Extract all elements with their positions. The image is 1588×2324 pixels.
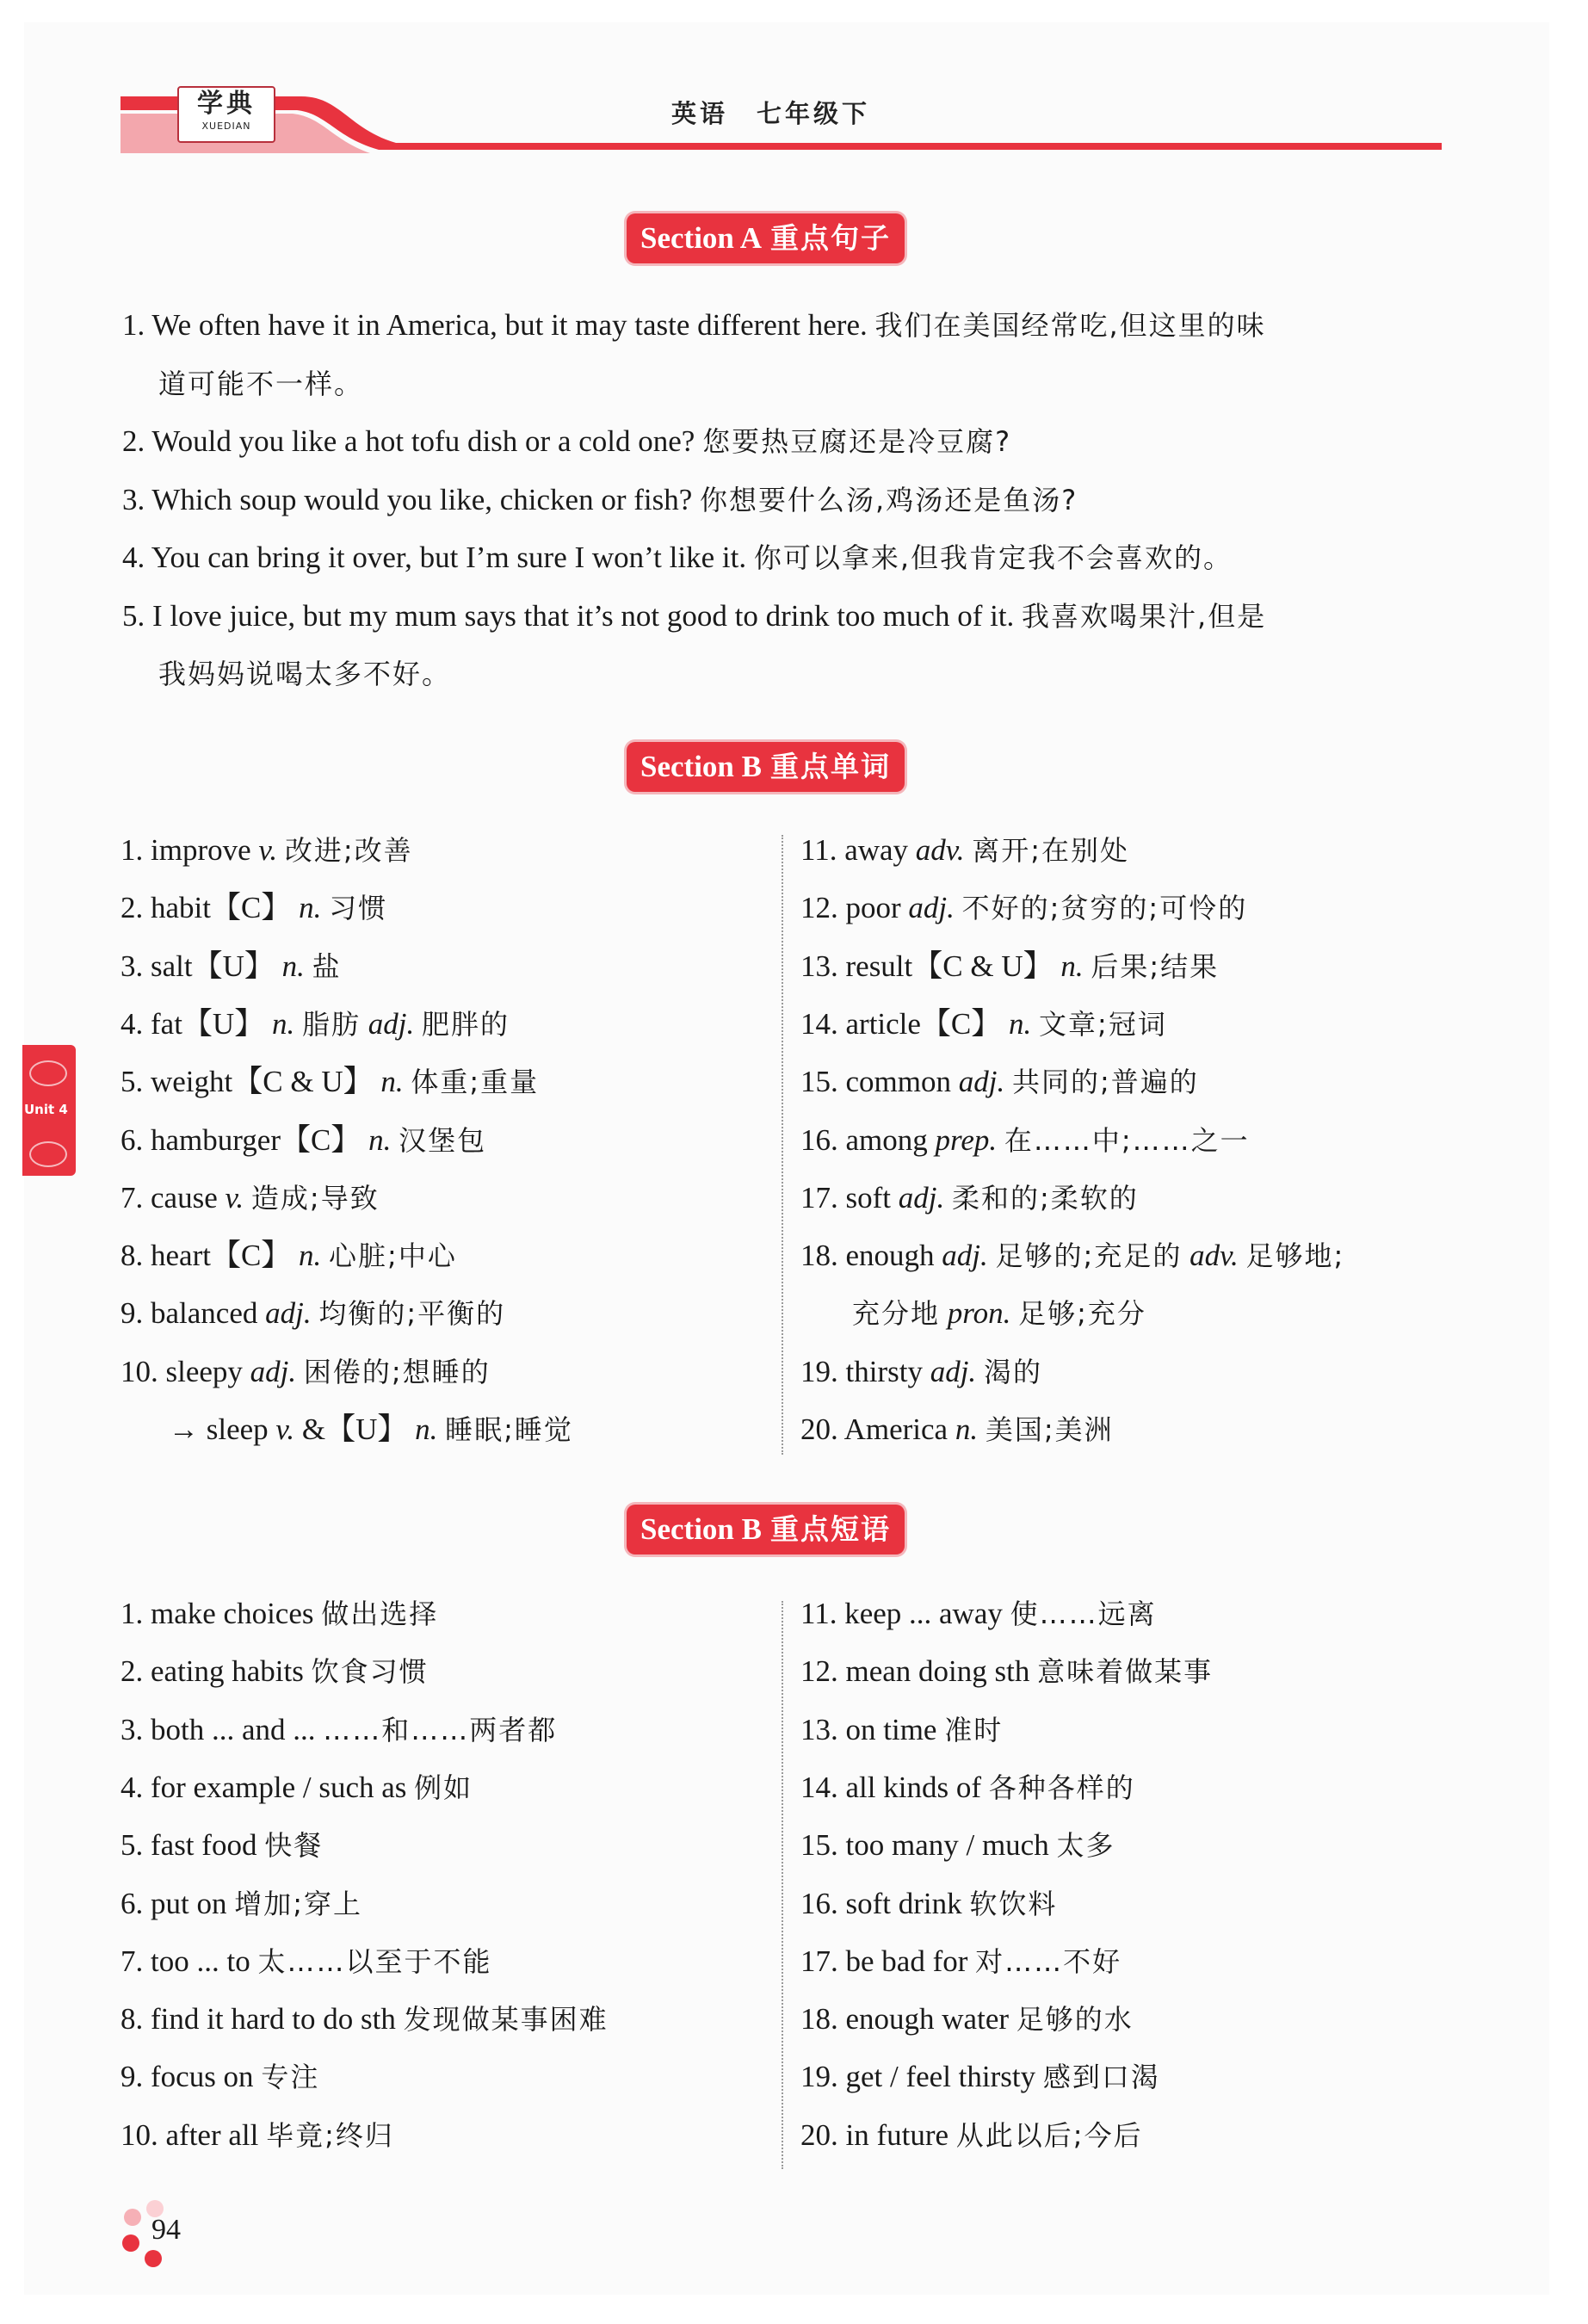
badge-cn: 重点短语	[769, 1512, 891, 1546]
entry-en: 6. put on	[120, 1886, 227, 1920]
entry-en: 8. find it hard to do sth	[120, 2002, 396, 2037]
entry-pos: adj.	[958, 1065, 1005, 1099]
phrase-entry	[120, 2117, 394, 2154]
entry-en: → sleep	[169, 1412, 269, 1446]
sentence-line	[122, 597, 1266, 635]
page-number: 94	[151, 2214, 181, 2246]
entry-cn: 足够地;	[1245, 1239, 1345, 1273]
entry-en: 20. America	[800, 1412, 948, 1446]
entry-cn: 不好的;贫穷的;可怜的	[961, 892, 1248, 925]
entry-cn: 毕竟;终归	[266, 2118, 394, 2152]
phrase-entry	[800, 1943, 1121, 1981]
entry-cn: 从此以后;今后	[955, 2118, 1143, 2152]
entry-en: 10. after all	[120, 2117, 259, 2152]
entry-pos: v.	[275, 1412, 295, 1446]
entry-cn: 快餐	[264, 1829, 324, 1863]
entry-cn: 例如	[414, 1771, 473, 1804]
entry-en: 6. hamburger【C】	[120, 1122, 361, 1157]
entry-mid: &【U】	[301, 1412, 408, 1446]
word-entry	[800, 1179, 1139, 1217]
word-entry	[852, 1295, 1146, 1332]
entry-cn: 准时	[944, 1713, 1004, 1746]
entry-cn: 足够的水	[1016, 2003, 1134, 2037]
entry-en: 12. poor	[800, 891, 901, 925]
entry-en: 15. common	[800, 1065, 951, 1099]
entry-pos: n.	[271, 1006, 295, 1041]
dot-decoration	[122, 2234, 139, 2252]
entry-cn: 后果;结果	[1091, 949, 1220, 983]
sentence-cn: 您要热豆腐还是冷豆腐?	[702, 425, 1012, 458]
phrase-entry	[800, 1826, 1115, 1864]
entry-cn: 增加;穿上	[234, 1887, 363, 1920]
badge-en: Section B	[640, 750, 762, 783]
phrase-entry	[800, 2000, 1134, 2038]
entry-pos: adv.	[915, 833, 965, 867]
entry-cn: 美国;美洲	[985, 1413, 1114, 1446]
phrase-entry	[800, 1769, 1135, 1807]
entry-en: 19. thirsty	[800, 1354, 923, 1388]
sentence-en: 2. Would you like a hot tofu dish or a cold one?	[122, 424, 695, 458]
entry-en: 7. too ... to	[120, 1944, 250, 1978]
entry-cn: 在……中;……之一	[1004, 1123, 1250, 1157]
badge-cn: 重点单词	[769, 750, 891, 783]
entry-pos: adj.	[898, 1180, 945, 1215]
column-divider	[782, 835, 783, 1455]
entry-pos: adj.	[908, 891, 955, 925]
sentence-line	[122, 481, 1078, 519]
entry-pos: adv.	[1189, 1239, 1239, 1273]
entry-cn: 造成;导致	[250, 1181, 380, 1215]
entry-en: 13. on time	[800, 1712, 937, 1746]
word-entry	[800, 1005, 1167, 1043]
word-entry	[120, 1179, 380, 1217]
entry-cn: 感到口渴	[1042, 2061, 1160, 2094]
unit-side-tab-label: Unit 4	[24, 1102, 68, 1117]
sentence-cn: 道可能不一样。	[158, 367, 364, 400]
phrase-entry	[120, 1653, 429, 1690]
entry-en: 16. soft drink	[800, 1886, 962, 1920]
badge-en: Section A	[640, 221, 762, 255]
word-entry	[120, 889, 387, 927]
phrase-entry	[800, 1885, 1057, 1923]
sentence-line	[122, 539, 1233, 577]
entry-cn: 改进;改善	[284, 834, 413, 867]
entry-pos: adj.	[368, 1006, 415, 1041]
entry-en: 5. weight【C & U】	[120, 1065, 374, 1099]
word-entry	[120, 1353, 491, 1391]
entry-en: 1. improve	[120, 833, 251, 867]
entry-en: 18. enough	[800, 1239, 935, 1273]
entry-cn: 太多	[1056, 1829, 1115, 1863]
entry-pos: n.	[368, 1122, 392, 1157]
entry-en: 14. all kinds of	[800, 1770, 981, 1804]
entry-cn: 对……不好	[975, 1944, 1122, 1978]
entry-en: 17. be bad for	[800, 1944, 968, 1978]
entry-cn: 均衡的;平衡的	[318, 1297, 506, 1331]
entry-cn: 专注	[261, 2061, 320, 2094]
sentence-en: 3. Which soup would you like, chicken or fish?	[122, 482, 693, 516]
entry-pos: n.	[955, 1412, 979, 1446]
logo-text-en: XUEDIAN	[201, 121, 251, 132]
entry-en: 17. soft	[800, 1180, 891, 1215]
entry-en: 5. fast food	[120, 1828, 257, 1863]
entry-cn: 睡眠;睡觉	[445, 1413, 573, 1446]
sentence-line	[122, 423, 1011, 460]
section-a-sentences-badge	[627, 213, 905, 263]
word-entry	[120, 1063, 539, 1101]
entry-cn: 文章;冠词	[1039, 1007, 1167, 1041]
entry-cn: 渴的	[983, 1355, 1042, 1388]
sentence-cn: 我喜欢喝果汁,但是	[1022, 599, 1267, 633]
phrase-entry	[120, 1826, 323, 1864]
column-divider	[782, 1601, 783, 2169]
phrase-entry	[800, 2117, 1143, 2154]
entry-en: 12. mean doing sth	[800, 1654, 1030, 1689]
entry-cn: 心脏;中心	[329, 1239, 457, 1273]
entry-pos: prep.	[935, 1122, 998, 1157]
entry-cn: 使……远离	[1010, 1598, 1157, 1630]
entry-en: 2. eating habits	[120, 1654, 304, 1689]
phrase-entry	[800, 2058, 1160, 2096]
dot-decoration	[124, 2209, 141, 2226]
entry-cn: 做出选择	[321, 1598, 439, 1630]
entry-en: 11. keep ... away	[800, 1597, 1003, 1630]
entry-cn: 意味着做某事	[1037, 1655, 1214, 1689]
word-entry	[169, 1411, 573, 1449]
sentence-line	[158, 655, 451, 693]
entry-en: 9. balanced	[120, 1296, 258, 1331]
entry-cn: 各种各样的	[988, 1771, 1135, 1804]
badge-cn: 重点句子	[769, 221, 891, 255]
phrase-entry	[120, 2000, 609, 2038]
swirl-decoration-icon	[29, 1141, 67, 1167]
sentence-cn: 你可以拿来,但我肯定我不会喜欢的。	[753, 541, 1233, 574]
entry-en: 15. too many / much	[800, 1828, 1049, 1863]
phrase-entry	[120, 1943, 491, 1981]
word-entry	[120, 1005, 510, 1043]
entry-cn: 柔和的;柔软的	[951, 1181, 1139, 1215]
phrase-entry	[800, 1595, 1157, 1633]
word-entry	[120, 948, 342, 986]
entry-en: 19. get / feel thirsty	[800, 2060, 1036, 2094]
entry-cn: 体重;重量	[411, 1066, 540, 1099]
entry-pos: pron.	[947, 1296, 1011, 1331]
phrase-entry	[800, 1653, 1213, 1690]
entry-en: 14. article【C】	[800, 1006, 1002, 1041]
entry-cn: 习惯	[329, 892, 388, 925]
entry-cn: 软饮料	[969, 1887, 1058, 1920]
entry-cn: 发现做某事困难	[403, 2003, 609, 2037]
sentence-line	[158, 365, 363, 403]
entry-en: 1. make choices	[120, 1597, 314, 1630]
entry-cn: 太……以至于不能	[257, 1944, 492, 1978]
entry-cn: 困倦的;想睡的	[303, 1355, 491, 1388]
entry-cn: 饮食习惯	[311, 1655, 429, 1689]
sentence-en: 1. We often have it in America, but it may taste different here.	[122, 308, 868, 342]
entry-en: 3. salt【U】	[120, 949, 275, 983]
entry-pos: n.	[415, 1412, 438, 1446]
word-entry	[120, 831, 413, 869]
entry-en: 18. enough water	[800, 2002, 1010, 2037]
entry-cn: 充分地	[852, 1297, 941, 1331]
entry-pos: v.	[258, 833, 278, 867]
entry-cn: 汉堡包	[399, 1123, 487, 1157]
entry-cn: 共同的;普遍的	[1011, 1066, 1199, 1099]
entry-en: 16. among	[800, 1122, 928, 1157]
entry-cn: 盐	[312, 949, 342, 983]
swirl-decoration-icon	[29, 1060, 67, 1086]
entry-en: 2. habit【C】	[120, 891, 292, 925]
sentence-cn: 你想要什么汤,鸡汤还是鱼汤?	[700, 483, 1078, 516]
section-b-words-badge	[627, 742, 905, 792]
logo	[177, 86, 275, 143]
word-entry	[800, 1353, 1042, 1391]
entry-en: 13. result【C & U】	[800, 949, 1054, 983]
entry-pos: n.	[299, 1239, 322, 1273]
entry-pos: v.	[225, 1180, 244, 1215]
entry-en: 4. fat【U】	[120, 1006, 265, 1041]
entry-en: 9. focus on	[120, 2060, 254, 2094]
sentence-en: 5. I love juice, but my mum says that it’s not good to drink too much of it.	[122, 598, 1015, 633]
word-entry	[800, 831, 1129, 869]
entry-en: 20. in future	[800, 2117, 949, 2152]
entry-pos: n.	[380, 1065, 404, 1099]
entry-en: 10. sleepy	[120, 1354, 243, 1388]
entry-en: 4. for example / such as	[120, 1770, 407, 1804]
entry-pos: adj.	[250, 1354, 297, 1388]
entry-en: 8. heart【C】	[120, 1239, 292, 1273]
sentence-line	[122, 306, 1266, 344]
entry-pos: n.	[1060, 949, 1084, 983]
dot-decoration	[145, 2250, 162, 2267]
word-entry	[120, 1237, 457, 1275]
entry-pos: adj.	[930, 1354, 977, 1388]
entry-pos: n.	[1009, 1006, 1032, 1041]
word-entry	[800, 1122, 1250, 1159]
phrase-entry	[800, 1711, 1003, 1749]
phrase-entry	[120, 2058, 319, 2096]
entry-pos: adj.	[942, 1239, 988, 1273]
entry-cn: 脂肪	[301, 1007, 361, 1041]
sentence-cn: 我妈妈说喝太多不好。	[158, 658, 452, 690]
word-entry	[800, 889, 1247, 927]
entry-en: 3. both ... and ...	[120, 1712, 316, 1746]
entry-cn: 肥胖的	[421, 1007, 510, 1041]
word-entry	[800, 948, 1219, 986]
phrase-entry	[120, 1769, 473, 1807]
word-entry	[120, 1122, 486, 1159]
entry-cn: 足够;充分	[1018, 1297, 1146, 1331]
sentence-cn: 我们在美国经常吃,但这里的味	[874, 309, 1266, 342]
entry-cn: 足够的;充足的	[995, 1239, 1183, 1273]
entry-pos: adj.	[265, 1296, 312, 1331]
phrase-entry	[120, 1711, 557, 1749]
section-b-phrases-badge	[627, 1505, 905, 1554]
entry-cn: ……和……两者都	[323, 1713, 558, 1746]
word-entry	[800, 1063, 1199, 1101]
word-entry	[800, 1237, 1344, 1275]
sentence-en: 4. You can bring it over, but I’m sure I won’t like it.	[122, 541, 747, 574]
header-title: 英语 七年级下	[671, 99, 871, 128]
word-entry	[120, 1295, 505, 1332]
phrase-entry	[120, 1885, 362, 1923]
entry-cn: 离开;在别处	[972, 834, 1130, 867]
phrase-entry	[120, 1595, 438, 1633]
entry-en: 11. away	[800, 833, 909, 867]
entry-pos: n.	[281, 949, 305, 983]
entry-pos: n.	[299, 891, 322, 925]
word-entry	[800, 1411, 1114, 1449]
badge-en: Section B	[640, 1512, 762, 1546]
logo-text-cn: 学典	[197, 89, 256, 119]
entry-en: 7. cause	[120, 1180, 218, 1215]
